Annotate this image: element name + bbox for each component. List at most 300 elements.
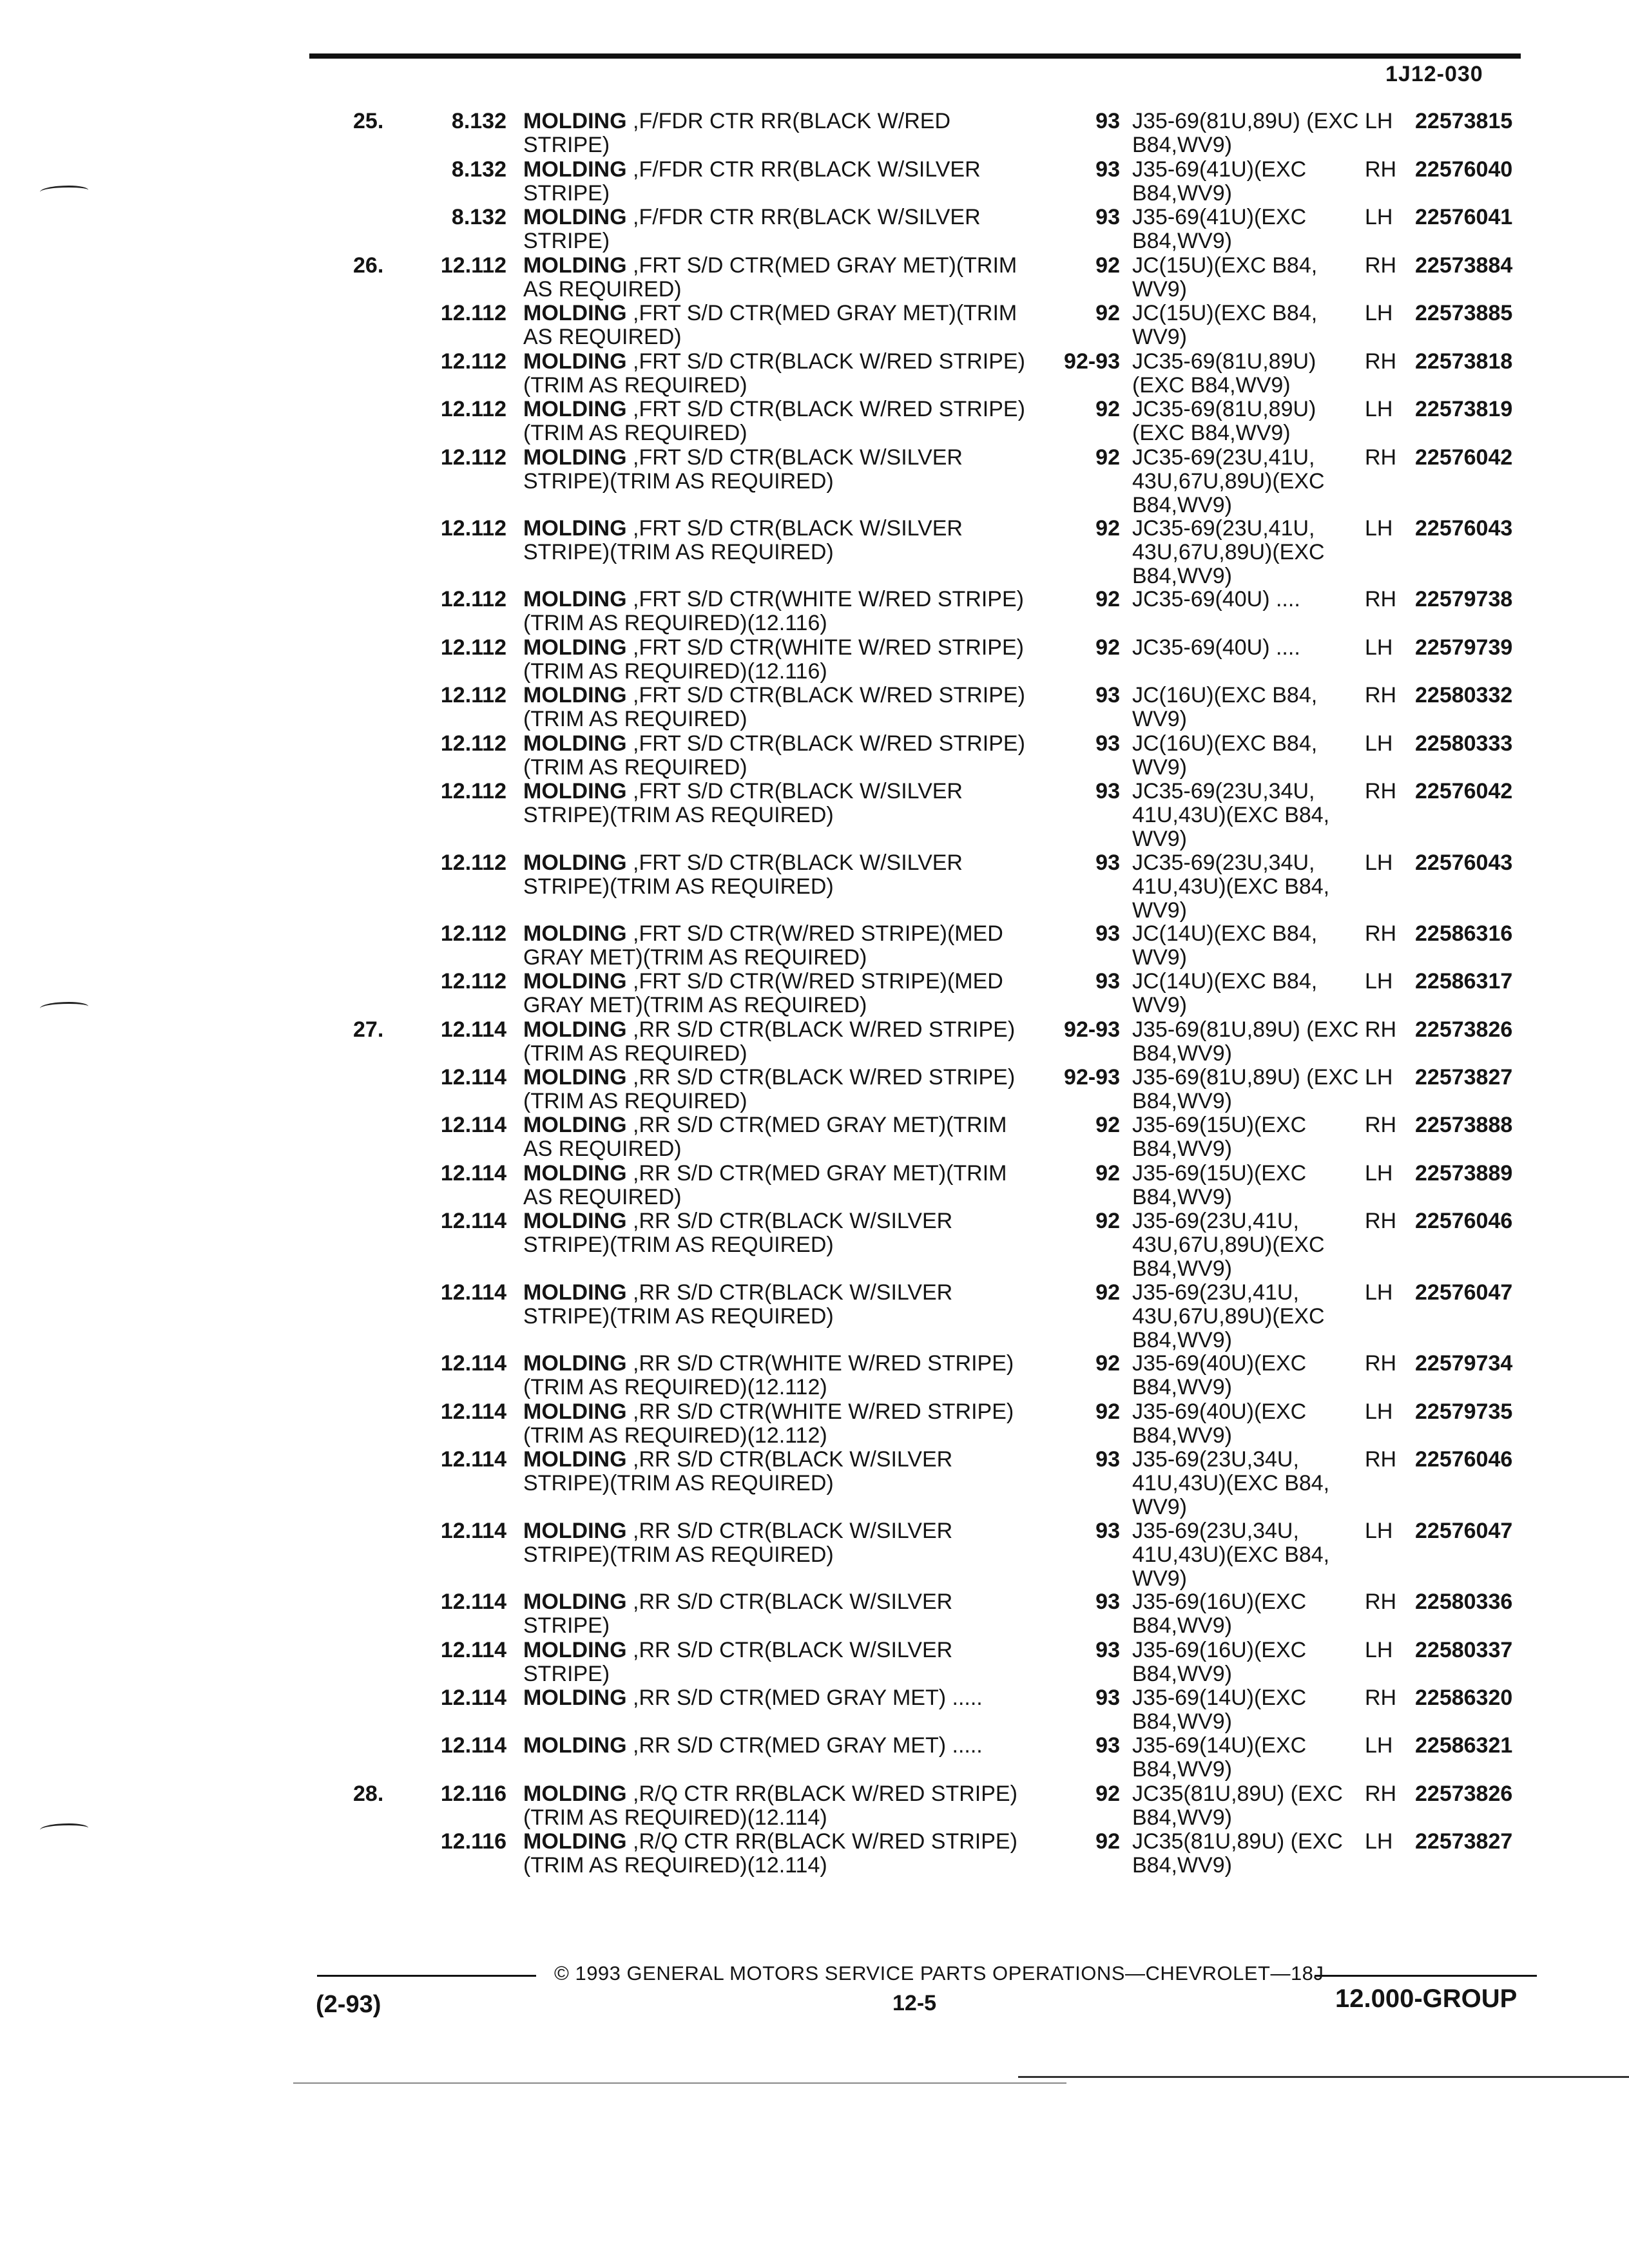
part-detail: ,FRT S/D CTR(W/RED STRIPE)(MED GRAY MET)(TRIM AS REQUIRED)	[523, 969, 1003, 1017]
part-description	[523, 206, 1032, 253]
side-code: LH	[1365, 850, 1393, 875]
part-row	[0, 517, 1629, 588]
part-detail: ,RR S/D CTR(BLACK W/RED STRIPE) (TRIM AS REQUIRED)	[523, 1017, 1016, 1066]
part-name: MOLDING	[523, 157, 627, 182]
side-code: LH	[1365, 1829, 1393, 1854]
part-name: MOLDING	[523, 587, 627, 611]
part-name: MOLDING	[523, 1161, 627, 1186]
group-number: 12.114	[440, 1686, 506, 1710]
part-row	[0, 684, 1629, 731]
part-name: MOLDING	[523, 253, 627, 278]
group-number: 12.114	[440, 1280, 506, 1305]
side-code: LH	[1365, 969, 1393, 994]
group-number: 12.114	[440, 1351, 506, 1376]
part-detail: ,FRT S/D CTR(W/RED STRIPE)(MED GRAY MET)(TRIM AS REQUIRED)	[523, 921, 1003, 970]
model-year: 93	[1095, 683, 1120, 707]
side-code: RH	[1365, 253, 1397, 278]
model-year: 93	[1095, 1686, 1120, 1710]
side-code: LH	[1365, 1399, 1393, 1424]
part-row	[0, 780, 1629, 850]
part-row	[0, 922, 1629, 970]
part-description	[523, 732, 1032, 780]
part-row	[0, 398, 1629, 445]
part-number: 22573889	[1415, 1161, 1513, 1186]
part-detail: ,RR S/D CTR(MED GRAY MET)(TRIM AS REQUIRED)	[523, 1161, 1007, 1209]
part-number: 22576043	[1415, 516, 1513, 541]
part-detail: ,RR S/D CTR(MED GRAY MET)(TRIM AS REQUIRED)	[523, 1113, 1007, 1161]
part-detail: ,RR S/D CTR(BLACK W/SILVER STRIPE)(TRIM AS REQUIRED)	[523, 1519, 953, 1567]
group-label: 12.000-GROUP	[1335, 1984, 1518, 2013]
part-name: MOLDING	[523, 205, 627, 229]
side-code: LH	[1365, 1638, 1393, 1662]
part-detail: ,FRT S/D CTR(BLACK W/RED STRIPE)(TRIM AS REQUIRED)	[523, 397, 1025, 445]
part-number: 22573826	[1415, 1782, 1513, 1806]
model-year: 92	[1095, 397, 1120, 421]
group-number: 12.114	[440, 1590, 506, 1614]
part-number: 22579735	[1415, 1399, 1513, 1424]
application: J35-69(41U)(EXC B84,WV9)	[1132, 157, 1307, 206]
part-number: 22573884	[1415, 253, 1513, 278]
part-number: 22580337	[1415, 1638, 1513, 1662]
model-year: 93	[1095, 779, 1120, 803]
part-detail: ,RR S/D CTR(BLACK W/SILVER STRIPE)(TRIM AS REQUIRED)	[523, 1280, 953, 1329]
side-code: LH	[1365, 731, 1393, 756]
part-row	[0, 970, 1629, 1017]
part-name: MOLDING	[523, 1280, 627, 1305]
part-number: 22576046	[1415, 1209, 1513, 1233]
application: J35-69(81U,89U) (EXC B84,WV9)	[1132, 1017, 1359, 1066]
group-number: 12.112	[440, 587, 506, 611]
part-detail: ,FRT S/D CTR(BLACK W/RED STRIPE)(TRIM AS REQUIRED)	[523, 349, 1025, 398]
illustration-ref: 25.	[353, 109, 384, 133]
part-name: MOLDING	[523, 683, 627, 707]
part-number: 22576043	[1415, 850, 1513, 875]
part-detail: ,F/FDR CTR RR(BLACK W/SILVER STRIPE)	[523, 157, 981, 206]
group-number: 12.112	[440, 397, 506, 421]
side-code: RH	[1365, 157, 1397, 182]
part-name: MOLDING	[523, 397, 627, 421]
part-description	[523, 350, 1032, 398]
model-year: 92	[1095, 1209, 1120, 1233]
part-description	[523, 1162, 1032, 1209]
application: JC35(81U,89U) (EXC B84,WV9)	[1132, 1782, 1343, 1830]
application: J35-69(23U,41U, 43U,67U,89U)(EXC B84,WV9)	[1132, 1280, 1325, 1352]
side-code: LH	[1365, 205, 1393, 229]
application: J35-69(23U,41U, 43U,67U,89U)(EXC B84,WV9)	[1132, 1209, 1325, 1281]
revision-date: (2-93)	[316, 1991, 381, 2018]
side-code: LH	[1365, 301, 1393, 325]
part-number: 22586316	[1415, 921, 1513, 946]
part-name: MOLDING	[523, 635, 627, 660]
part-row	[0, 1686, 1629, 1734]
group-number: 12.114	[440, 1209, 506, 1233]
part-description	[523, 517, 1032, 564]
application: J35-69(14U)(EXC B84,WV9)	[1132, 1733, 1307, 1782]
part-row	[0, 1113, 1629, 1161]
part-description	[523, 1352, 1032, 1399]
application: JC(15U)(EXC B84, WV9)	[1132, 301, 1318, 349]
model-year: 92-93	[1064, 349, 1120, 374]
part-detail: ,FRT S/D CTR(WHITE W/RED STRIPE)(TRIM AS REQUIRED)(12.116)	[523, 635, 1024, 684]
part-description	[523, 1639, 1032, 1686]
part-detail: ,R/Q CTR RR(BLACK W/RED STRIPE) (TRIM AS REQUIRED)(12.114)	[523, 1829, 1017, 1878]
group-number: 12.112	[440, 683, 506, 707]
group-number: 12.112	[440, 253, 506, 278]
model-year: 93	[1095, 1519, 1120, 1543]
part-detail: ,RR S/D CTR(MED GRAY MET) .....	[633, 1686, 983, 1710]
part-name: MOLDING	[523, 445, 627, 470]
side-code: RH	[1365, 1113, 1397, 1137]
side-code: RH	[1365, 921, 1397, 946]
part-name: MOLDING	[523, 1590, 627, 1614]
application: J35-69(40U)(EXC B84,WV9)	[1132, 1351, 1307, 1399]
illustration-ref: 28.	[353, 1782, 384, 1806]
part-row	[0, 732, 1629, 780]
model-year: 93	[1095, 850, 1120, 875]
part-detail: ,FRT S/D CTR(WHITE W/RED STRIPE)(TRIM AS REQUIRED)(12.116)	[523, 587, 1024, 635]
model-year: 92	[1095, 1399, 1120, 1424]
application: J35-69(15U)(EXC B84,WV9)	[1132, 1113, 1307, 1161]
part-name: MOLDING	[523, 1686, 627, 1710]
part-row	[0, 1066, 1629, 1113]
part-detail: ,RR S/D CTR(MED GRAY MET) .....	[633, 1733, 983, 1758]
part-detail: ,F/FDR CTR RR(BLACK W/SILVER STRIPE)	[523, 205, 981, 253]
group-number: 12.112	[440, 779, 506, 803]
model-year: 92	[1095, 1829, 1120, 1854]
part-description	[523, 1281, 1032, 1329]
part-name: MOLDING	[523, 1638, 627, 1662]
group-number: 12.112	[440, 850, 506, 875]
part-description	[523, 1066, 1032, 1113]
part-detail: ,RR S/D CTR(WHITE W/RED STRIPE) (TRIM AS REQUIRED)(12.112)	[523, 1351, 1014, 1399]
part-row	[0, 851, 1629, 922]
model-year: 93	[1095, 1733, 1120, 1758]
part-number: 22576047	[1415, 1280, 1513, 1305]
group-number: 12.112	[440, 969, 506, 994]
part-row	[0, 1162, 1629, 1209]
part-description	[523, 158, 1032, 206]
part-detail: ,RR S/D CTR(BLACK W/SILVER STRIPE)	[523, 1590, 953, 1638]
side-code: LH	[1365, 109, 1393, 133]
part-number: 22586321	[1415, 1733, 1513, 1758]
footer-rule-left	[317, 1975, 536, 1977]
application: JC35-69(23U,34U, 41U,43U)(EXC B84, WV9)	[1132, 850, 1330, 923]
application: JC35-69(23U,41U, 43U,67U,89U)(EXC B84,WV9)	[1132, 445, 1325, 517]
part-detail: ,FRT S/D CTR(MED GRAY MET)(TRIM AS REQUIRED)	[523, 253, 1017, 302]
model-year: 92-93	[1064, 1017, 1120, 1042]
group-number: 12.112	[440, 731, 506, 756]
application: J35-69(41U)(EXC B84,WV9)	[1132, 205, 1307, 253]
application: J35-69(81U,89U) (EXC B84,WV9)	[1132, 109, 1359, 157]
part-description	[523, 1209, 1032, 1257]
illustration-ref: 27.	[353, 1017, 384, 1042]
model-year: 93	[1095, 921, 1120, 946]
part-row	[0, 302, 1629, 349]
application: J35-69(16U)(EXC B84,WV9)	[1132, 1638, 1307, 1686]
part-description	[523, 1830, 1032, 1878]
side-code: RH	[1365, 587, 1397, 611]
part-description	[523, 1519, 1032, 1567]
part-row	[0, 446, 1629, 517]
group-number: 12.116	[440, 1782, 506, 1806]
side-code: LH	[1365, 397, 1393, 421]
part-number: 22580336	[1415, 1590, 1513, 1614]
model-year: 92	[1095, 1782, 1120, 1806]
side-code: RH	[1365, 683, 1397, 707]
part-detail: ,RR S/D CTR(BLACK W/SILVER STRIPE)	[523, 1638, 953, 1686]
header-rule	[309, 53, 1521, 59]
part-number: 22576046	[1415, 1447, 1513, 1472]
application: JC35-69(81U,89U) (EXC B84,WV9)	[1132, 397, 1316, 445]
part-description	[523, 851, 1032, 899]
model-year: 93	[1095, 157, 1120, 182]
part-detail: ,FRT S/D CTR(BLACK W/SILVER STRIPE)(TRIM AS REQUIRED)	[523, 516, 963, 564]
side-code: LH	[1365, 1065, 1393, 1090]
application: J35-69(23U,34U, 41U,43U)(EXC B84, WV9)	[1132, 1447, 1330, 1519]
part-row	[0, 1352, 1629, 1399]
side-code: LH	[1365, 1161, 1393, 1186]
part-detail: ,RR S/D CTR(BLACK W/RED STRIPE) (TRIM AS REQUIRED)	[523, 1065, 1016, 1113]
side-code: LH	[1365, 635, 1393, 660]
group-number: 12.112	[440, 349, 506, 374]
part-description	[523, 1782, 1032, 1830]
side-code: LH	[1365, 1733, 1393, 1758]
part-number: 22579739	[1415, 635, 1513, 660]
side-code: RH	[1365, 1017, 1397, 1042]
group-number: 12.114	[440, 1519, 506, 1543]
part-description	[523, 922, 1032, 970]
group-number: 12.114	[440, 1161, 506, 1186]
model-year: 92	[1095, 445, 1120, 470]
application: JC(14U)(EXC B84, WV9)	[1132, 969, 1318, 1017]
part-number: 22580333	[1415, 731, 1513, 756]
model-year: 93	[1095, 1447, 1120, 1472]
part-row	[0, 588, 1629, 635]
group-number: 12.114	[440, 1017, 506, 1042]
part-description	[523, 1448, 1032, 1495]
side-code: RH	[1365, 1447, 1397, 1472]
part-row	[0, 1590, 1629, 1638]
part-row	[0, 1639, 1629, 1686]
part-description	[523, 588, 1032, 635]
group-number: 8.132	[451, 109, 506, 133]
part-number: 22573815	[1415, 109, 1513, 133]
part-number: 22573826	[1415, 1017, 1513, 1042]
part-description	[523, 1590, 1032, 1638]
model-year: 93	[1095, 1590, 1120, 1614]
application: JC(16U)(EXC B84, WV9)	[1132, 731, 1318, 780]
part-description	[523, 1113, 1032, 1161]
part-name: MOLDING	[523, 1829, 627, 1854]
part-name: MOLDING	[523, 921, 627, 946]
model-year: 92	[1095, 253, 1120, 278]
part-row	[0, 206, 1629, 253]
part-name: MOLDING	[523, 301, 627, 325]
application: JC(16U)(EXC B84, WV9)	[1132, 683, 1318, 731]
part-number: 22576042	[1415, 445, 1513, 470]
part-description	[523, 1400, 1032, 1448]
group-number: 12.114	[440, 1447, 506, 1472]
part-row	[0, 1448, 1629, 1519]
part-row	[0, 636, 1629, 684]
model-year: 92	[1095, 1113, 1120, 1137]
part-description	[523, 684, 1032, 731]
model-year: 93	[1095, 205, 1120, 229]
side-code: LH	[1365, 1280, 1393, 1305]
part-detail: ,FRT S/D CTR(BLACK W/SILVER STRIPE)(TRIM AS REQUIRED)	[523, 445, 963, 494]
model-year: 93	[1095, 731, 1120, 756]
side-code: RH	[1365, 349, 1397, 374]
part-name: MOLDING	[523, 1351, 627, 1376]
part-name: MOLDING	[523, 779, 627, 803]
model-year: 92	[1095, 635, 1120, 660]
part-number: 22573885	[1415, 301, 1513, 325]
side-code: RH	[1365, 1351, 1397, 1376]
illustration-ref: 26.	[353, 253, 384, 278]
side-code: RH	[1365, 1209, 1397, 1233]
part-detail: ,RR S/D CTR(WHITE W/RED STRIPE) (TRIM AS REQUIRED)(12.112)	[523, 1399, 1014, 1448]
part-detail: ,FRT S/D CTR(MED GRAY MET)(TRIM AS REQUIRED)	[523, 301, 1017, 349]
part-number: 22576040	[1415, 157, 1513, 182]
part-name: MOLDING	[523, 1519, 627, 1543]
part-description	[523, 970, 1032, 1017]
part-detail: ,RR S/D CTR(BLACK W/SILVER STRIPE)(TRIM AS REQUIRED)	[523, 1447, 953, 1495]
part-number: 22573827	[1415, 1065, 1513, 1090]
model-year: 92	[1095, 1161, 1120, 1186]
model-year: 93	[1095, 969, 1120, 994]
group-number: 12.112	[440, 635, 506, 660]
part-description	[523, 254, 1032, 302]
part-number: 22579734	[1415, 1351, 1513, 1376]
part-number: 22580332	[1415, 683, 1513, 707]
part-description	[523, 1734, 1032, 1758]
part-row	[0, 1782, 1629, 1830]
group-number: 12.116	[440, 1829, 506, 1854]
side-code: RH	[1365, 445, 1397, 470]
application: JC(15U)(EXC B84, WV9)	[1132, 253, 1318, 302]
part-description	[523, 446, 1032, 494]
part-row	[0, 254, 1629, 302]
part-detail: ,F/FDR CTR RR(BLACK W/RED STRIPE)	[523, 109, 950, 157]
model-year: 92	[1095, 1351, 1120, 1376]
part-description	[523, 110, 1032, 157]
group-number: 8.132	[451, 157, 506, 182]
side-code: LH	[1365, 1519, 1393, 1543]
application: JC35(81U,89U) (EXC B84,WV9)	[1132, 1829, 1343, 1878]
part-number: 22576042	[1415, 779, 1513, 803]
part-description	[523, 780, 1032, 827]
part-row	[0, 1400, 1629, 1448]
part-number: 22579738	[1415, 587, 1513, 611]
part-number: 22573888	[1415, 1113, 1513, 1137]
part-detail: ,FRT S/D CTR(BLACK W/SILVER STRIPE)(TRIM AS REQUIRED)	[523, 850, 963, 899]
group-number: 12.114	[440, 1113, 506, 1137]
side-code: RH	[1365, 779, 1397, 803]
group-number: 12.114	[440, 1733, 506, 1758]
page-number: 12-5	[892, 1991, 937, 2015]
application: JC35-69(23U,34U, 41U,43U)(EXC B84, WV9)	[1132, 779, 1330, 851]
part-name: MOLDING	[523, 1447, 627, 1472]
part-name: MOLDING	[523, 349, 627, 374]
part-name: MOLDING	[523, 1733, 627, 1758]
part-detail: ,FRT S/D CTR(BLACK W/SILVER STRIPE)(TRIM AS REQUIRED)	[523, 779, 963, 827]
part-name: MOLDING	[523, 1065, 627, 1090]
part-detail: ,FRT S/D CTR(BLACK W/RED STRIPE)(TRIM AS REQUIRED)	[523, 731, 1025, 780]
application: JC35-69(40U) ....	[1132, 635, 1300, 660]
side-code: RH	[1365, 1590, 1397, 1614]
application: J35-69(15U)(EXC B84,WV9)	[1132, 1161, 1307, 1209]
part-description	[523, 302, 1032, 349]
model-year: 92	[1095, 301, 1120, 325]
part-row	[0, 1281, 1629, 1352]
model-year: 92	[1095, 516, 1120, 541]
part-detail: ,R/Q CTR RR(BLACK W/RED STRIPE) (TRIM AS REQUIRED)(12.114)	[523, 1782, 1017, 1830]
group-number: 8.132	[451, 205, 506, 229]
scan-artifact-line	[293, 2082, 1066, 2084]
group-number: 12.114	[440, 1065, 506, 1090]
application: J35-69(14U)(EXC B84,WV9)	[1132, 1686, 1307, 1734]
group-number: 12.114	[440, 1638, 506, 1662]
part-name: MOLDING	[523, 1017, 627, 1042]
part-description	[523, 636, 1032, 684]
part-detail: ,FRT S/D CTR(BLACK W/RED STRIPE)(TRIM AS REQUIRED)	[523, 683, 1025, 731]
group-number: 12.112	[440, 921, 506, 946]
part-number: 22576047	[1415, 1519, 1513, 1543]
side-code: RH	[1365, 1686, 1397, 1710]
scan-artifact-line	[1018, 2076, 1629, 2078]
model-year: 92-93	[1064, 1065, 1120, 1090]
model-year: 93	[1095, 1638, 1120, 1662]
part-row	[0, 1830, 1629, 1878]
group-number: 12.112	[440, 445, 506, 470]
part-description	[523, 1018, 1032, 1066]
part-name: MOLDING	[523, 850, 627, 875]
part-name: MOLDING	[523, 1113, 627, 1137]
part-number: 22573827	[1415, 1829, 1513, 1854]
part-row	[0, 1519, 1629, 1590]
part-name: MOLDING	[523, 1782, 627, 1806]
part-name: MOLDING	[523, 1399, 627, 1424]
part-row	[0, 1734, 1629, 1782]
application: J35-69(81U,89U) (EXC B84,WV9)	[1132, 1065, 1359, 1113]
part-number: 22586317	[1415, 969, 1513, 994]
part-number: 22573819	[1415, 397, 1513, 421]
application: JC35-69(81U,89U) (EXC B84,WV9)	[1132, 349, 1316, 398]
part-name: MOLDING	[523, 969, 627, 994]
group-number: 12.114	[440, 1399, 506, 1424]
side-code: LH	[1365, 516, 1393, 541]
part-name: MOLDING	[523, 731, 627, 756]
application: J35-69(16U)(EXC B84,WV9)	[1132, 1590, 1307, 1638]
group-number: 12.112	[440, 301, 506, 325]
application: J35-69(40U)(EXC B84,WV9)	[1132, 1399, 1307, 1448]
part-number: 22586320	[1415, 1686, 1513, 1710]
part-number: 22573818	[1415, 349, 1513, 374]
footer-rule-right	[1315, 1975, 1537, 1977]
part-detail: ,RR S/D CTR(BLACK W/SILVER STRIPE)(TRIM AS REQUIRED)	[523, 1209, 953, 1257]
part-row	[0, 1209, 1629, 1280]
part-row	[0, 350, 1629, 398]
part-row	[0, 158, 1629, 206]
model-year: 92	[1095, 1280, 1120, 1305]
part-row	[0, 1018, 1629, 1066]
model-year: 92	[1095, 587, 1120, 611]
application: JC35-69(23U,41U, 43U,67U,89U)(EXC B84,WV9)	[1132, 516, 1325, 588]
part-description	[523, 398, 1032, 445]
application: J35-69(23U,34U, 41U,43U)(EXC B84, WV9)	[1132, 1519, 1330, 1591]
model-year: 93	[1095, 109, 1120, 133]
application: JC35-69(40U) ....	[1132, 587, 1300, 611]
